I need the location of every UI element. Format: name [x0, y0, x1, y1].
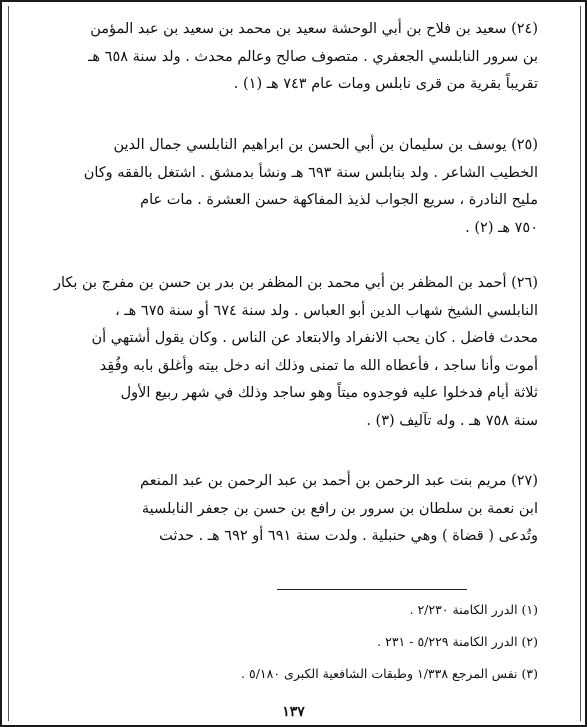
- document-page: [49, 6, 538, 721]
- entry-25: [49, 132, 538, 242]
- entry-line: ابن نعمة بن سلطان بن سرور بن رافع بن حسن بن جعفر النابلسية: [141, 500, 538, 517]
- footnote-3: (٣) نفس المرجع ١/٣٣٨ وطبقات الشافعية الكبرى ٥/١٨٠ .: [241, 666, 538, 681]
- entry-line: الخطيب الشاعر . ولد بنابلس سنة ٦٩٣ هـ ونشأ بدمشق . اشتغل بالفقه وكان: [83, 164, 538, 181]
- entry-line: سنة ٧٥٨ هـ . وله تآليف (٣) .: [366, 412, 538, 429]
- entry-line: (٢٧) مريم بنت عبد الرحمن بن أحمد بن عبد الرحمن بن عبد المنعم: [140, 473, 538, 489]
- footnote-separator: [277, 589, 467, 590]
- entry-line: محدث فاضل . كان يحب الانفراد والابتعاد عن الناس . وكان يقول أشتهي أن: [91, 330, 538, 346]
- entry-line: بن سرور النابلسي الجعفري . متصوف صالح وعالم محدث . ولد سنة ٦٥٨ هـ: [88, 48, 538, 65]
- footnote-2: (٢) الدرر الكامنة ٥/٢٢٩ - ٢٣١ .: [377, 634, 538, 649]
- entry-line: مليح النادرة ، سريع الجواب لذيذ المفاكهة حسن العشرة . مات عام: [140, 192, 538, 208]
- entry-line: ثلاثة أيام فدخلوا عليه فوجدوه ميتاً وهو ساجد وذلك في شهر ربيع الأول: [120, 385, 538, 401]
- entry-line: أموت وأنا ساجد ، فأعطاه الله ما تمنى وذلك انه دخل بيته وأغلق بابه وفُقِد: [99, 357, 538, 374]
- entry-27: [49, 468, 538, 551]
- page-border: [8, 6, 581, 721]
- footnote-1: (١) الدرر الكامنة ٢/٢٣٠ .: [409, 602, 538, 617]
- entry-line: النابلسي الشيخ شهاب الدين أبو العباس . ولد سنة ٦٧٤ أو سنة ٦٧٥ هـ ،: [115, 302, 538, 319]
- entry-line: (٢٦) أحمد بن المظفر بن أبي محمد بن المظفر بن بدر بن حسن بن مفرج بن بكار: [53, 275, 538, 291]
- entry-line: وتُدعى ( قضاة ) وهي حنبلية . ولدت سنة ٦٩١ أو ٦٩٢ هـ . حدثت: [159, 528, 538, 544]
- entry-24: [49, 16, 538, 99]
- entry-line: (٢٥) يوسف بن سليمان بن أبي الحسن بن ابراهيم النابلسي جمال الدين: [113, 137, 538, 153]
- entry-line: ٧٥٠ هـ (٢) .: [465, 219, 538, 236]
- entry-line: تقريباً بقرية من قرى نابلس ومات عام ٧٤٣ هـ (١) .: [233, 76, 538, 92]
- footnotes: [49, 602, 538, 698]
- entry-line: (٢٤) سعيد بن فلاح بن أبي الوحشة سعيد بن محمد بن سعيد بن عبد المؤمن: [90, 21, 538, 37]
- entry-26: [49, 270, 538, 435]
- page-number: ١٣٧: [282, 704, 305, 720]
